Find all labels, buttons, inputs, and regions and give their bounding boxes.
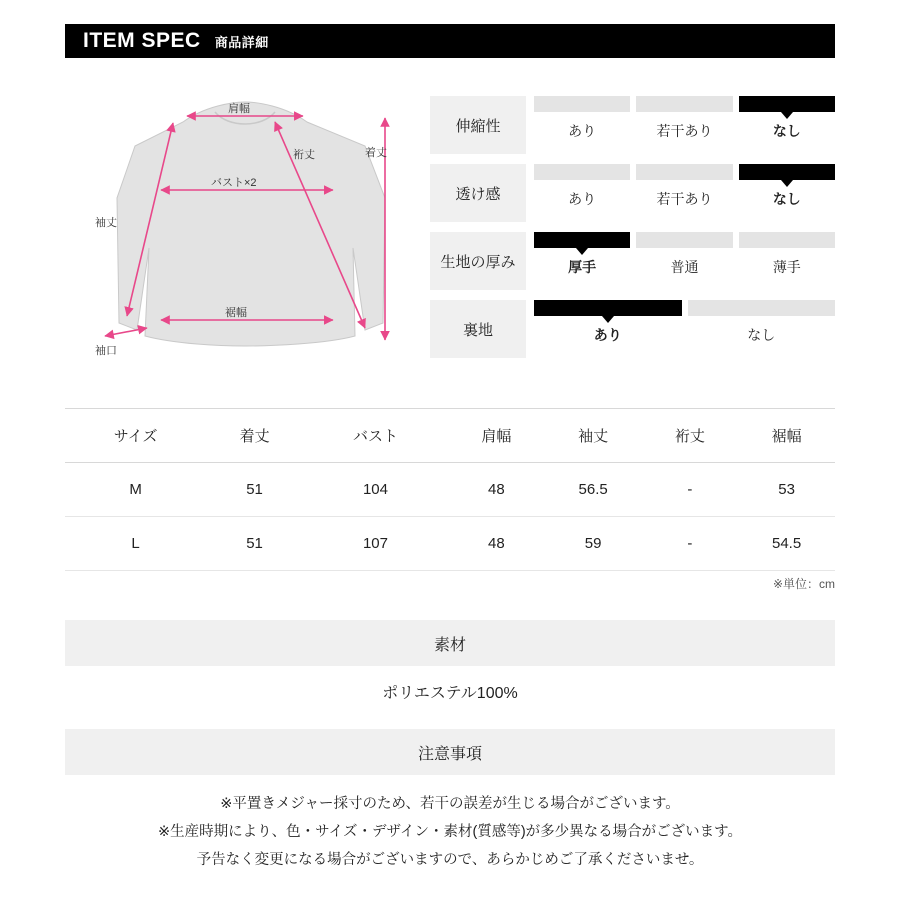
option-bar <box>739 164 835 180</box>
notice-line: 予告なく変更になる場合がございますので、あらかじめご了承くださいませ。 <box>196 852 704 868</box>
attribute-list <box>430 96 835 368</box>
attribute-option[interactable] <box>636 96 732 154</box>
attribute-option-selected[interactable] <box>534 300 682 358</box>
cell-shoulder: 48 <box>448 517 545 571</box>
column-header-size: サイズ <box>65 409 206 463</box>
option-bar <box>534 96 630 112</box>
attribute-options <box>534 232 835 290</box>
option-label: なし <box>772 123 801 139</box>
cell-bust: 104 <box>303 463 448 517</box>
option-bar <box>534 232 630 248</box>
column-header-sleeve: 袖丈 <box>545 409 642 463</box>
option-bar <box>739 232 835 248</box>
option-bar <box>636 232 732 248</box>
option-caret-icon <box>576 248 588 255</box>
notice-line: ※生産時期により、色・サイズ・デザイン・素材(質感等)が多少異なる場合がございます。 <box>158 824 742 840</box>
svg-text:肩幅: 肩幅 <box>228 103 250 115</box>
option-bar <box>636 164 732 180</box>
attribute-option[interactable] <box>739 232 835 290</box>
cell-bust: 107 <box>303 517 448 571</box>
attribute-option[interactable] <box>636 164 732 222</box>
attribute-option-selected[interactable] <box>534 232 630 290</box>
option-label: 厚手 <box>568 259 597 275</box>
option-caret-icon <box>781 180 793 187</box>
attribute-label: 伸縮性 <box>430 96 526 154</box>
option-bar <box>739 96 835 112</box>
option-bar <box>534 164 630 180</box>
attribute-option[interactable] <box>534 164 630 222</box>
option-label: なし <box>772 191 801 207</box>
cell-hem: 54.5 <box>738 517 835 571</box>
cell-shoulder: 48 <box>448 463 545 517</box>
size-table <box>65 408 835 571</box>
option-bar <box>636 96 732 112</box>
option-label: あり <box>568 123 597 139</box>
attribute-label: 透け感 <box>430 164 526 222</box>
garment-measurement-diagram <box>65 78 420 378</box>
cell-yoke: - <box>641 463 738 517</box>
svg-text:袖口: 袖口 <box>95 345 117 357</box>
attribute-option[interactable] <box>534 96 630 154</box>
attribute-row-stretch <box>430 96 835 154</box>
cell-size: M <box>65 463 206 517</box>
svg-text:バスト×2: バスト×2 <box>211 177 257 189</box>
table-row <box>65 517 835 571</box>
attribute-label: 裏地 <box>430 300 526 358</box>
table-row <box>65 463 835 517</box>
attribute-options <box>534 300 835 358</box>
svg-text:裾幅: 裾幅 <box>225 307 247 319</box>
column-header-shoulder: 肩幅 <box>448 409 545 463</box>
attribute-option-selected[interactable] <box>739 164 835 222</box>
column-header-hem: 裾幅 <box>738 409 835 463</box>
option-label: 若干あり <box>656 191 713 207</box>
attribute-option[interactable] <box>636 232 732 290</box>
option-label: 若干あり <box>656 123 713 139</box>
material-heading: 素材 <box>65 620 835 666</box>
option-label: なし <box>747 327 776 343</box>
option-bar <box>534 300 682 316</box>
option-caret-icon <box>781 112 793 119</box>
cell-yoke: - <box>641 517 738 571</box>
notice-heading: 注意事項 <box>65 729 835 775</box>
attribute-option[interactable] <box>688 300 836 358</box>
column-header-bust: バスト <box>303 409 448 463</box>
attribute-row-thickness <box>430 232 835 290</box>
attribute-row-sheerness <box>430 164 835 222</box>
notice-line: ※平置きメジャー採寸のため、若干の誤差が生じる場合がございます。 <box>220 796 680 812</box>
option-label: あり <box>568 191 597 207</box>
material-value: ポリエステル100% <box>382 685 518 702</box>
option-caret-icon <box>602 316 614 323</box>
cell-length: 51 <box>206 463 303 517</box>
attribute-option-selected[interactable] <box>739 96 835 154</box>
attribute-label: 生地の厚み <box>430 232 526 290</box>
option-label: あり <box>593 327 622 343</box>
cell-hem: 53 <box>738 463 835 517</box>
option-label: 薄手 <box>772 259 801 275</box>
attribute-row-lining <box>430 300 835 358</box>
cell-length: 51 <box>206 517 303 571</box>
attribute-options <box>534 96 835 154</box>
column-header-yoke: 裄丈 <box>641 409 738 463</box>
cell-size: L <box>65 517 206 571</box>
svg-text:着丈: 着丈 <box>365 147 387 159</box>
option-bar <box>688 300 836 316</box>
attribute-options <box>534 164 835 222</box>
svg-text:袖丈: 袖丈 <box>95 217 117 229</box>
unit-note: ※単位：cm <box>772 577 835 591</box>
page-title: ITEM SPEC <box>83 29 201 52</box>
cell-sleeve: 59 <box>545 517 642 571</box>
column-header-length: 着丈 <box>206 409 303 463</box>
header-banner <box>65 24 835 58</box>
notice-body <box>65 790 835 874</box>
cell-sleeve: 56.5 <box>545 463 642 517</box>
option-label: 普通 <box>670 259 699 275</box>
svg-text:裄丈: 裄丈 <box>293 149 315 161</box>
table-header-row <box>65 409 835 463</box>
page-subtitle: 商品詳細 <box>214 34 269 50</box>
